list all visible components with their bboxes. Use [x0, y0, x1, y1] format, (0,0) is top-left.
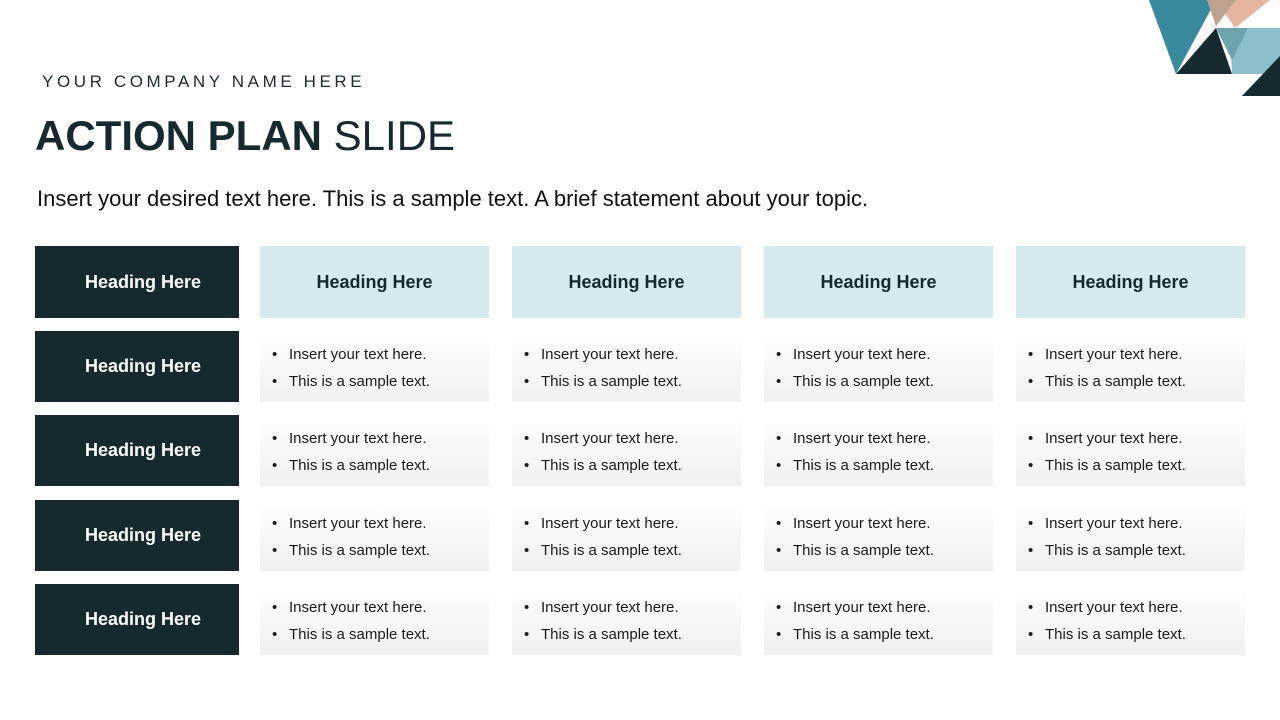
bullet-list [1028, 425, 1245, 479]
bullet-item: • This is a sample text. [776, 368, 993, 395]
table-cell [1016, 415, 1245, 486]
title-bold: ACTION PLAN [35, 112, 322, 159]
bullet-item: • This is a sample text. [272, 537, 489, 564]
bullet-item: • This is a sample text. [524, 537, 741, 564]
table-cell [512, 415, 741, 486]
table-cell [260, 500, 489, 571]
bullet-item: • Insert your text here. [776, 594, 993, 621]
bullet-list [524, 425, 741, 479]
bullet-item: • This is a sample text. [272, 621, 489, 648]
table-cell [260, 331, 489, 402]
bullet-list [1028, 510, 1245, 564]
bullet-item: • This is a sample text. [776, 537, 993, 564]
bullet-item: • This is a sample text. [776, 452, 993, 479]
table-cell [1016, 500, 1245, 571]
deco-teal-triangle [1149, 0, 1216, 74]
bullet-list [524, 510, 741, 564]
deco-light-teal-triangle [1230, 28, 1280, 74]
bullet-item: • Insert your text here. [524, 594, 741, 621]
bullet-item: • Insert your text here. [272, 594, 489, 621]
table-cell [512, 331, 741, 402]
bullet-item: • Insert your text here. [524, 425, 741, 452]
deco-tan-triangle [1207, 0, 1236, 26]
table-cell [764, 500, 993, 571]
bullet-list [776, 510, 993, 564]
bullet-item: • Insert your text here. [1028, 594, 1245, 621]
bullet-item: • This is a sample text. [1028, 368, 1245, 395]
bullet-item: • Insert your text here. [1028, 341, 1245, 368]
bullet-item: • This is a sample text. [1028, 621, 1245, 648]
table-cell [764, 331, 993, 402]
bullet-item: • Insert your text here. [272, 341, 489, 368]
table-cell [764, 415, 993, 486]
bullet-item: • This is a sample text. [1028, 452, 1245, 479]
page-title [35, 110, 455, 162]
bullet-item: • This is a sample text. [1028, 537, 1245, 564]
deco-dark-bottom-triangle [1242, 56, 1280, 96]
row-header: Heading Here [35, 584, 239, 655]
bullet-item: • Insert your text here. [524, 341, 741, 368]
row-header: Heading Here [35, 500, 239, 571]
bullet-item: • Insert your text here. [1028, 425, 1245, 452]
action-plan-table [35, 246, 1245, 655]
row-header: Heading Here [35, 415, 239, 486]
bullet-list [272, 510, 489, 564]
company-name: YOUR COMPANY NAME HERE [42, 72, 366, 91]
title-light: SLIDE [333, 112, 456, 159]
bullet-item: • Insert your text here. [524, 510, 741, 537]
deco-dark-triangle [1176, 28, 1232, 74]
bullet-list [524, 594, 741, 648]
column-header: Heading Here [512, 246, 741, 318]
deco-gray-teal-triangle [1216, 28, 1248, 60]
bullet-list [272, 425, 489, 479]
bullet-item: • This is a sample text. [776, 621, 993, 648]
column-header: Heading Here [764, 246, 993, 318]
bullet-item: • This is a sample text. [272, 368, 489, 395]
bullet-list [776, 425, 993, 479]
bullet-item: • Insert your text here. [272, 425, 489, 452]
bullet-item: • This is a sample text. [524, 621, 741, 648]
bullet-item: • This is a sample text. [524, 368, 741, 395]
bullet-item: • This is a sample text. [524, 452, 741, 479]
deco-peach-triangle [1216, 0, 1270, 28]
intro-text: Insert your desired text here. This is a sample text. A brief statement about your topic. [37, 186, 869, 211]
bullet-list [1028, 341, 1245, 395]
row-header: Heading Here [35, 331, 239, 402]
table-cell [512, 500, 741, 571]
table-cell [1016, 584, 1245, 655]
table-cell [512, 584, 741, 655]
bullet-item: • Insert your text here. [776, 425, 993, 452]
bullet-list [776, 341, 993, 395]
bullet-item: • Insert your text here. [272, 510, 489, 537]
table-cell [764, 584, 993, 655]
bullet-list [776, 594, 993, 648]
corner-header: Heading Here [35, 246, 239, 318]
table-cell [260, 415, 489, 486]
bullet-item: • Insert your text here. [776, 510, 993, 537]
bullet-list [524, 341, 741, 395]
table-cell [260, 584, 489, 655]
bullet-list [272, 594, 489, 648]
bullet-item: • This is a sample text. [272, 452, 489, 479]
bullet-item: • Insert your text here. [1028, 510, 1245, 537]
table-cell [1016, 331, 1245, 402]
column-header: Heading Here [1016, 246, 1245, 318]
column-header: Heading Here [260, 246, 489, 318]
bullet-list [1028, 594, 1245, 648]
bullet-item: • Insert your text here. [776, 341, 993, 368]
bullet-list [272, 341, 489, 395]
